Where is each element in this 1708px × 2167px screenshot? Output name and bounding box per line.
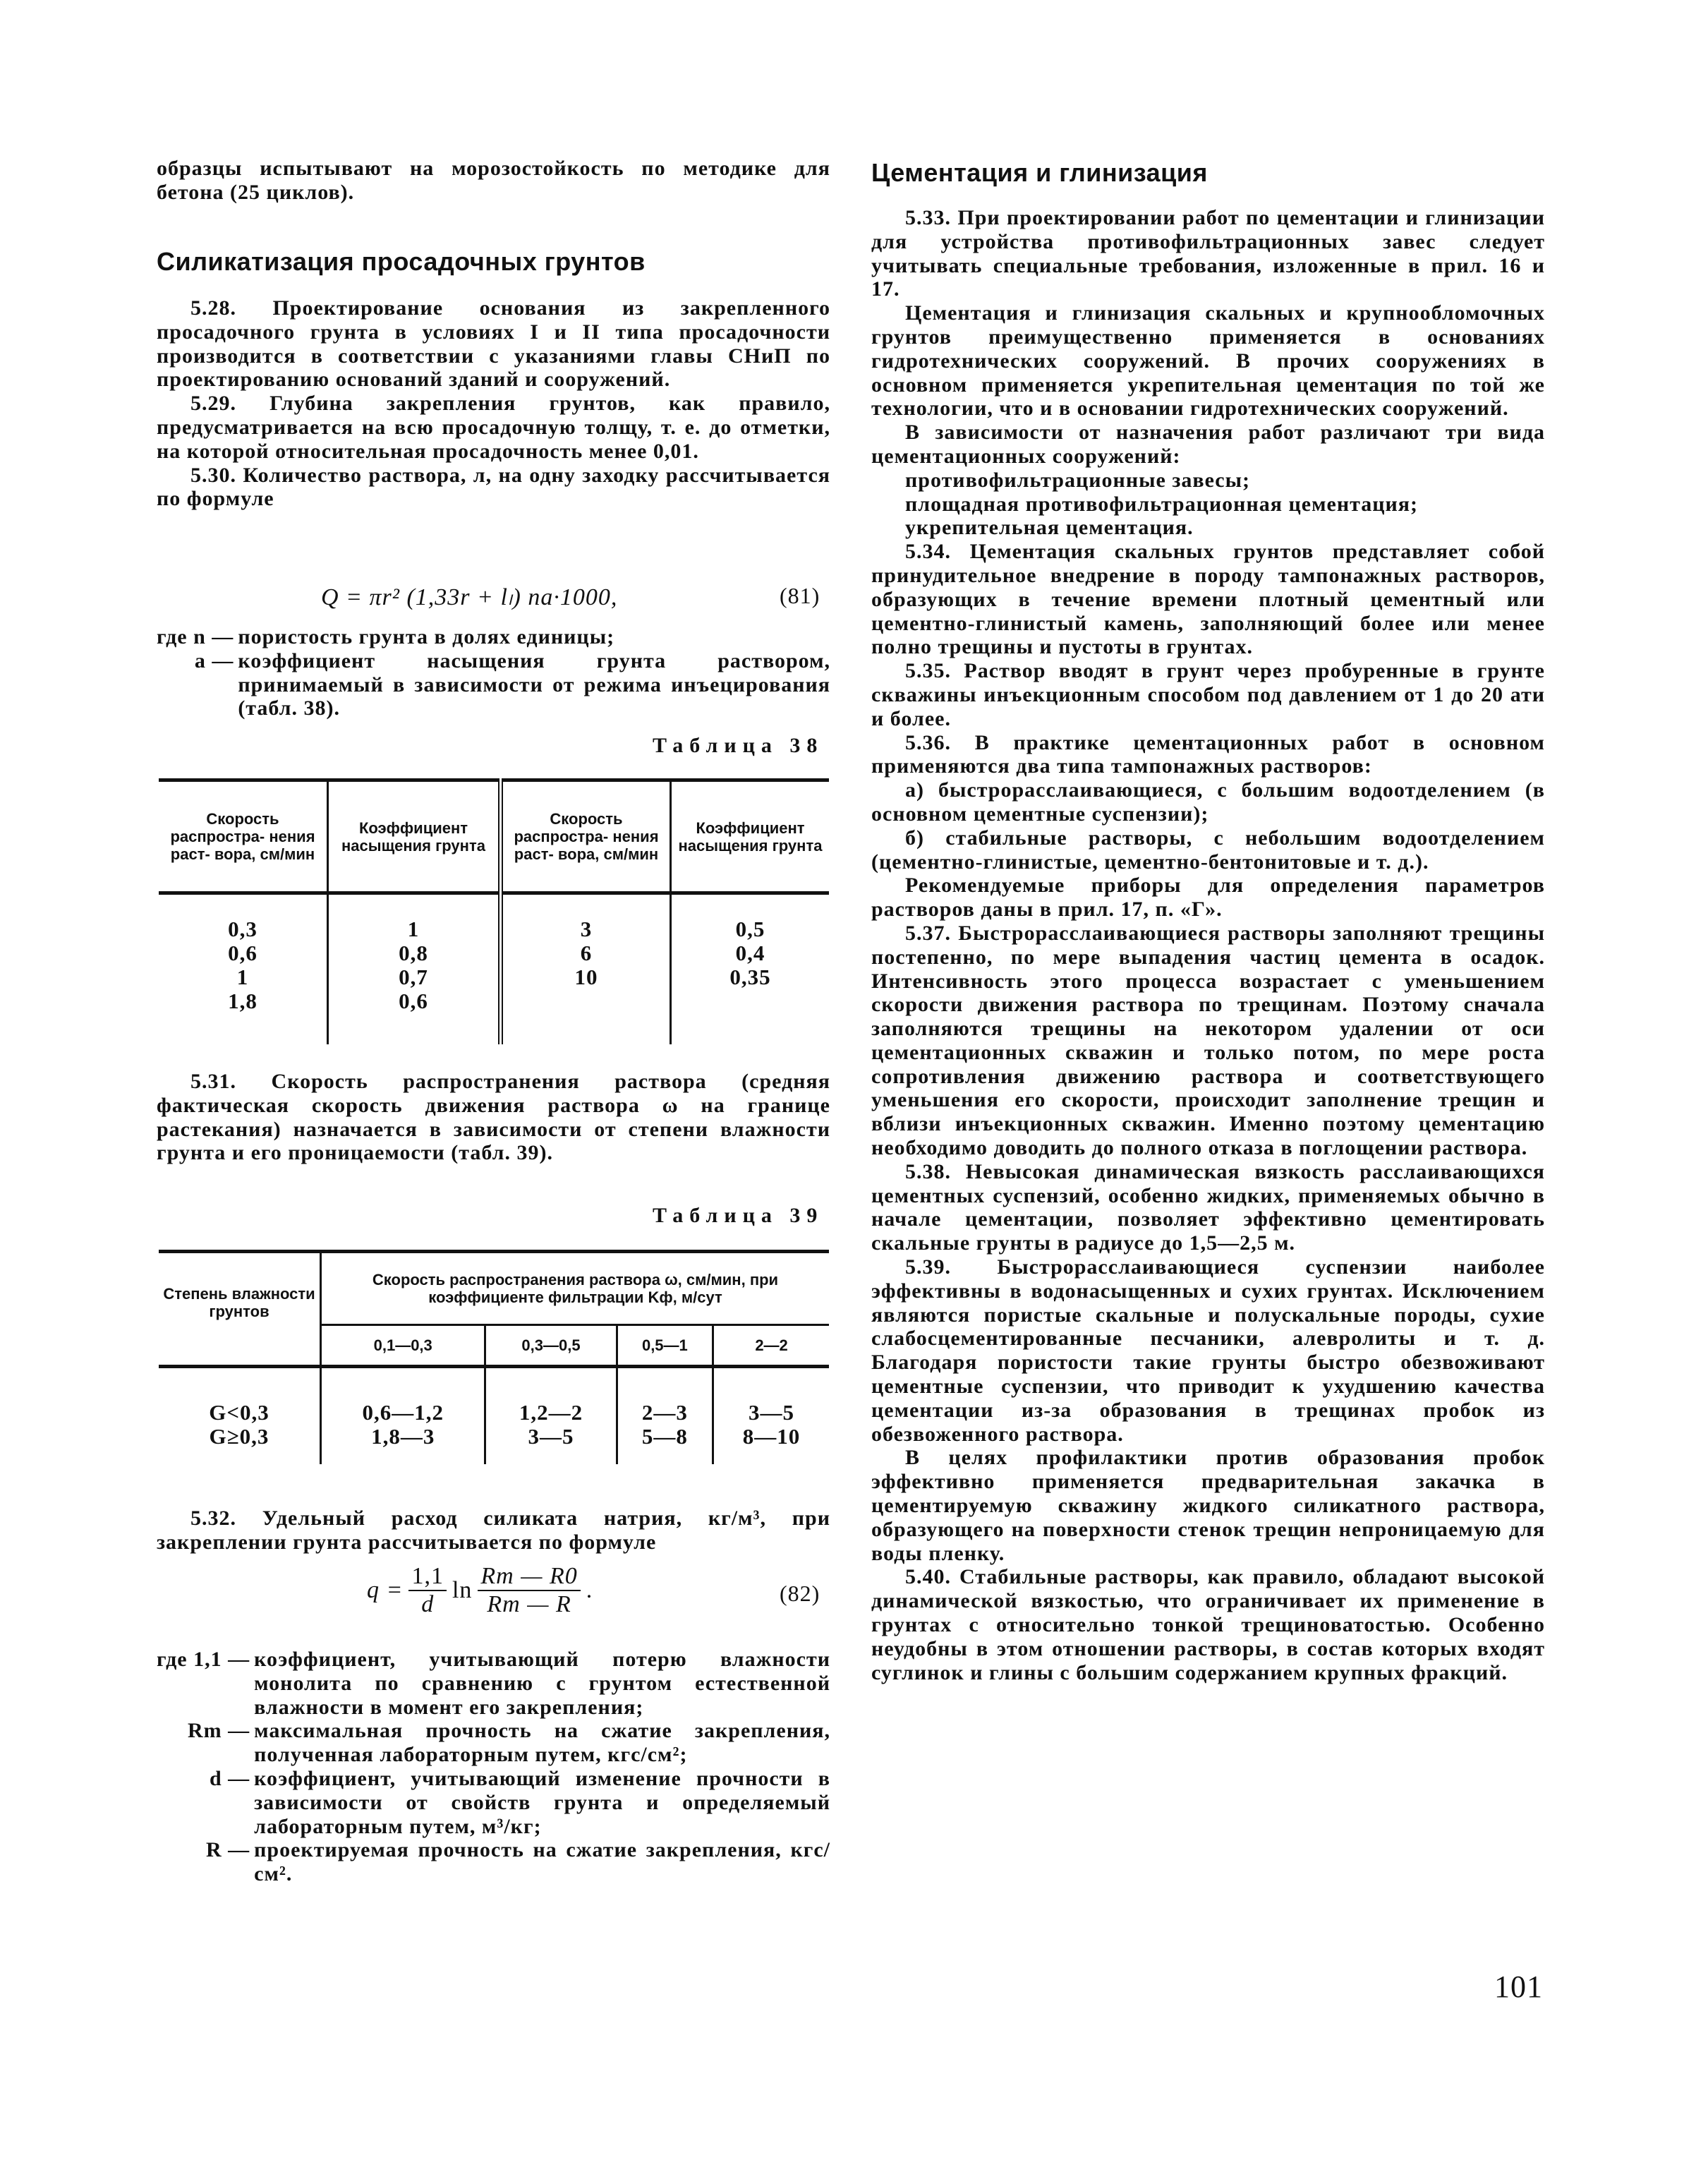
table-39-column <box>713 1367 829 1465</box>
table-39-cell: 1,2—2 <box>519 1400 583 1425</box>
table-39 <box>159 1250 829 1464</box>
definition-symbol: Rm — <box>187 1719 250 1743</box>
paragraph: 5.37. Быстрорасслаивающиеся растворы заполняют трещины постепенно, по мере выпадения частиц цемента в осадок. Интенсивность этого процесса возрастает с уменьшением скорости движения раствора по трещинам. Поэтому сначала заполняются трещины на некотором удалении от оси цементационных скважин и только потом, по мере роста сопротивления движению раствора и соответствующего уменьшения его скорости, происходит заполнение трещин и вблизи инъекционных скважин. Именно поэтому цементацию необходимо доводить до полного отказа в поглощении раствора. <box>871 921 1545 1160</box>
paragraph: 5.34. Цементация скальных грунтов представляет собой принудительное внедрение в породу тампонажных растворов, образующих в течение времени плотный цементный или цементно-глинистый камень, заполняющий более или менее полно трещины и пустоты в грунтах. <box>871 540 1545 659</box>
paragraph-5-30: 5.30. Количество раствора, л, на одну заходку рассчитывается по формуле <box>157 463 830 511</box>
table-39-cell: 5—8 <box>641 1424 688 1449</box>
definition-text: проектируемая прочность на сжатие закрепления, кгс/см². <box>254 1838 830 1886</box>
table-39-cell: 1,8—3 <box>371 1424 435 1449</box>
table-39-row-label: G≥0,3 <box>209 1424 269 1449</box>
formula-82-definitions <box>157 1648 830 1886</box>
table-38-column <box>501 893 671 1045</box>
table-38-column <box>671 893 830 1045</box>
formula-81: Q = πr² (1,33r + lₗ) na·1000, <box>321 584 618 610</box>
table-39-subheader: 0,1—0,3 <box>321 1325 485 1367</box>
table-38-cell: 0,6 <box>399 989 428 1013</box>
table-39-subheader: 0,5—1 <box>617 1325 713 1367</box>
section-heading-cementation: Цементация и глинизация <box>871 158 1208 187</box>
table-39-column <box>485 1367 617 1465</box>
table-39-group-header: Скорость распространения раствора ω, см/мин, при коэффициенте фильтрации Kф, м/сут <box>321 1252 830 1325</box>
table-38-header: Скорость распростра- нения раст- вора, см/мин <box>501 780 671 893</box>
formula-81-number: (81) <box>780 583 820 608</box>
paragraph: укрепительная цементация. <box>905 516 1194 540</box>
left-intro <box>157 157 830 205</box>
table-38-header: Коэффициент насыщения грунта <box>328 780 501 893</box>
formula-81-definitions <box>157 625 830 720</box>
table-39-subheader: 0,3—0,5 <box>485 1325 617 1367</box>
definition-text: коэффициент, учитывающий изменение прочности в зависимости от свойств грунта и определяемый лабораторным путем, м³/кг; <box>254 1766 830 1838</box>
table-38-cell: 0,6 <box>228 941 258 965</box>
definition-symbol: R — <box>205 1838 250 1862</box>
table-38-cell: 3 <box>580 917 593 941</box>
paragraph-5-31: 5.31. Скорость распространения раствора (средняя фактическая скорость движения раствора ω на границе растекания) назначается в зависимости от степени влажности грунта и его проницаемости (табл. 39). <box>157 1070 830 1165</box>
formula-82: q = $\frac{1,1}{d}$ ln Rm — R0 Rm — R . <box>367 1563 593 1617</box>
table-38-column <box>159 893 328 1045</box>
definition-symbol: где n — <box>157 625 234 648</box>
paragraph: 5.39. Быстрорасслаивающиеся суспензии наиболее эффективны в водонасыщенных и сухих грунтах. Исключением являются пористые скальные и полускальные породы, сухие слабосцементированные песчаники, алевролиты и т. д. Благодаря пористости такие грунты быстро обезвоживают цементные суспензии, что приводит к ухудшению качества цементации из-за образования в трещинах пробок из обезвоженного раствора. <box>871 1255 1545 1446</box>
table-38-title: Таблица 38 <box>653 734 824 757</box>
section-heading-silicatization: Силикатизация просадочных грунтов <box>157 247 646 276</box>
table-39-cell: 8—10 <box>742 1424 801 1449</box>
paragraph: 5.36. В практике цементационных работ в основном применяются два типа тампонажных растворов: <box>871 730 1545 778</box>
table-39-cell: 0,6—1,2 <box>362 1400 444 1425</box>
paragraph: б) стабильные растворы, с небольшим водоотделением (цементно-глинистые, цементно-бентонитовые и т. д.). <box>871 826 1545 874</box>
table-39-subheader: 2—2 <box>713 1325 829 1367</box>
table-38-cell: 0,5 <box>735 917 765 941</box>
right-column-text <box>871 206 1545 1684</box>
definition-text: пористость грунта в долях единицы; <box>238 625 615 648</box>
paragraph-5-32: 5.32. Удельный расход силиката натрия, кг/м³, при закреплении грунта рассчитывается по формуле <box>157 1507 830 1554</box>
table-38-cell: 0,8 <box>399 941 428 965</box>
table-38-cell: 1 <box>236 965 249 989</box>
paragraph: В целях профилактики против образования пробок эффективно применяется предварительная закачка в цементируемую скважину жидкого силикатного раствора, образующего на поверхности стенок трещин непроницаемую для воды пленку. <box>871 1446 1545 1565</box>
table-38-cell: 6 <box>580 941 593 965</box>
table-39-cell: 2—3 <box>641 1400 688 1425</box>
table-38-cell: 10 <box>574 965 598 989</box>
table-38-column <box>328 893 501 1045</box>
paragraph: а) быстрорасслаивающиеся, с большим водоотделением (в основном цементные суспензии); <box>871 778 1545 826</box>
page-number: 101 <box>1494 1969 1543 2004</box>
paragraph-5-29: 5.29. Глубина закрепления грунтов, как правило, предусматривается на всю просадочную толщу, т. е. до отметки, на которой относительная просадочность менее 0,01. <box>157 392 830 463</box>
paragraph: Цементация и глинизация скальных и крупнообломочных грунтов преимущественно применяется в основаниях гидротехнических сооружений. В прочих сооружениях в основном применяется укрепительная цементация по той же технологии, что и в основании гидротехнических сооружений. <box>871 301 1545 421</box>
table-39-cell: 3—5 <box>749 1400 795 1425</box>
definition-text: коэффициент, учитывающий потерю влажности монолита по сравнению с грунтом естественной влажности в момент его закрепления; <box>254 1648 830 1719</box>
table-39-cell: 3—5 <box>528 1424 574 1449</box>
paragraph: площадная противофильтрационная цементация; <box>905 492 1419 516</box>
table-38-cell: 0,4 <box>735 941 765 965</box>
table-38 <box>159 778 829 1044</box>
table-39-row-labels <box>159 1367 321 1465</box>
paragraph: 5.35. Раствор вводят в грунт через пробуренные в грунте скважины инъекционным способом под давлением от 1 до 20 ати и более. <box>871 659 1545 730</box>
table-39-row-header: Степень влажности грунтов <box>159 1252 321 1367</box>
table-38-header: Скорость распростра- нения раст- вора, см/мин <box>159 780 328 893</box>
paragraph-5-32-block <box>157 1507 830 1555</box>
paragraph: 5.40. Стабильные растворы, как правило, обладают высокой динамической вязкостью, что ограничивает их применение в грунтах с относительно тонкой трещиноватостью. Особенно неудобны в этом отношении растворы, в состав которых входят суглинок и глины с большим содержанием крупных фракций. <box>871 1565 1545 1684</box>
paragraph: 5.38. Невысокая динамическая вязкость расслаивающихся цементных суспензий, особенно жидких, применяемых обычно в начале цементации, позволяет эффективно цементировать скальные грунты в радиусе до 1,5—2,5 м. <box>871 1159 1545 1255</box>
definition-text: максимальная прочность на сжатие закрепления, полученная лабораторным путем, кгс/см²; <box>254 1719 830 1767</box>
table-38-cell: 1,8 <box>228 989 258 1013</box>
paragraphs-528-530 <box>157 296 830 511</box>
paragraph: 5.33. При проектировании работ по цементации и глинизации для устройства противофильтрационных завес следует учитывать специальные требования, изложенные в прил. 16 и 17. <box>871 206 1545 301</box>
table-39-column <box>617 1367 713 1465</box>
definition-text: коэффициент насыщения грунта раствором, принимаемый в зависимости от режима инъецирования (табл. 38). <box>238 648 830 720</box>
paragraph: В зависимости от назначения работ различают три вида цементационных сооружений: <box>871 421 1545 468</box>
paragraph: противофильтрационные завесы; <box>905 468 1251 492</box>
table-38-cell: 1 <box>407 917 420 941</box>
definition-symbol: d — <box>209 1766 250 1790</box>
definition-symbol: где 1,1 — <box>157 1648 250 1671</box>
definition-symbol: a — <box>194 648 234 672</box>
intro-paragraph: образцы испытывают на морозостойкость по методике для бетона (25 циклов). <box>157 157 830 204</box>
table-39-column <box>321 1367 485 1465</box>
table-38-header: Коэффициент насыщения грунта <box>671 780 830 893</box>
table-38-cell: 0,3 <box>228 917 258 941</box>
table-38-cell: 0,35 <box>729 965 771 989</box>
table-38-cell: 0,7 <box>399 965 428 989</box>
paragraph-5-31-block <box>157 1070 830 1165</box>
table-39-title: Таблица 39 <box>653 1204 824 1227</box>
formula-82-number: (82) <box>780 1581 820 1606</box>
table-39-row-label: G<0,3 <box>209 1400 269 1425</box>
paragraph: Рекомендуемые приборы для определения параметров растворов даны в прил. 17, п. «Г». <box>871 874 1545 922</box>
paragraph-5-28: 5.28. Проектирование основания из закрепленного просадочного грунта в условиях I и II типа просадочности производится в соответствии с указаниями главы СНиП по проектированию оснований зданий и сооружений. <box>157 296 830 392</box>
